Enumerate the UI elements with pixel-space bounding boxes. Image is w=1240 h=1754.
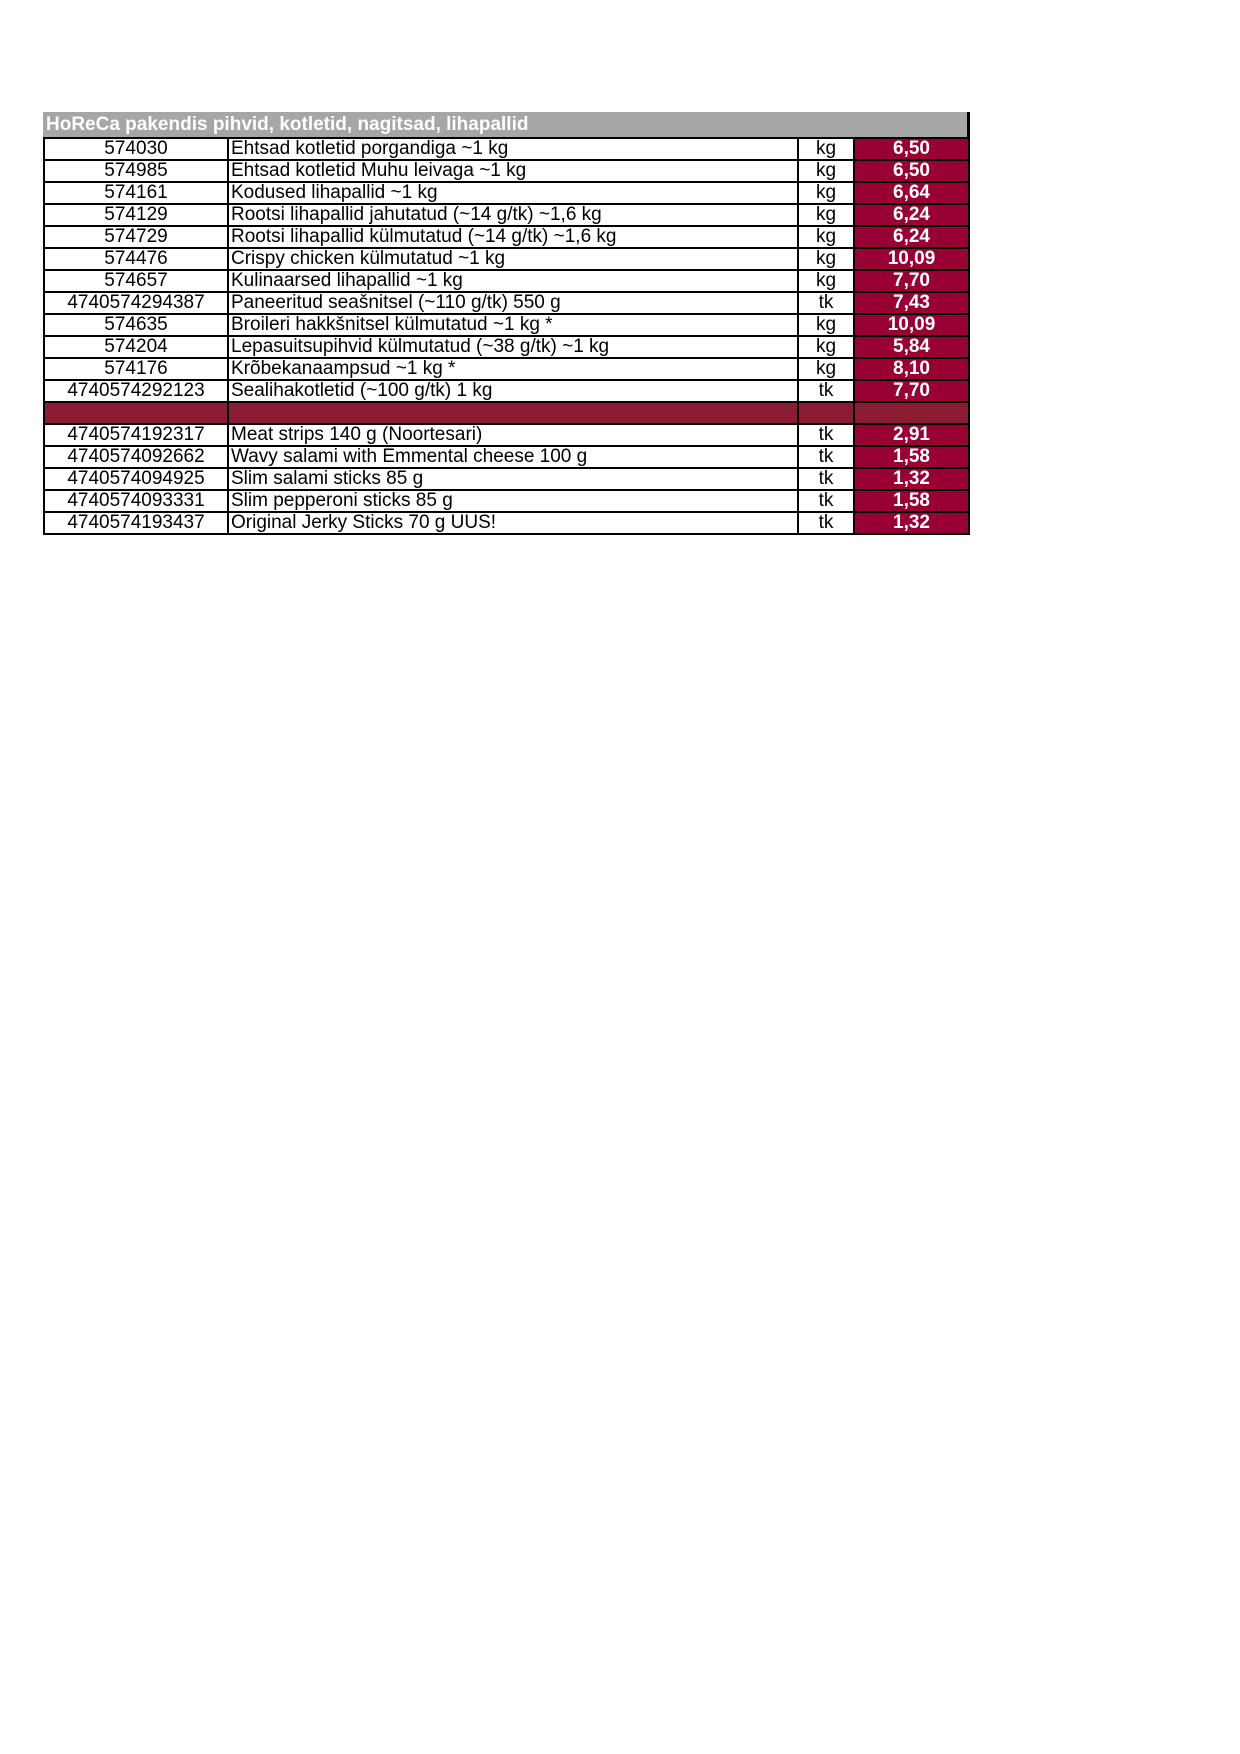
product-unit: kg [798, 358, 854, 380]
product-price: 2,91 [854, 424, 969, 446]
product-price: 1,58 [854, 446, 969, 468]
product-unit: kg [798, 204, 854, 226]
product-price: 1,58 [854, 490, 969, 512]
table-row [44, 468, 969, 490]
product-code: 4740574094925 [44, 468, 228, 490]
product-name: Sealihakotletid (~100 g/tk) 1 kg [228, 380, 798, 402]
product-name: Crispy chicken külmutatud ~1 kg [228, 248, 798, 270]
product-name: Broileri hakkšnitsel külmutatud ~1 kg * [228, 314, 798, 336]
product-name: Ehtsad kotletid Muhu leivaga ~1 kg [228, 160, 798, 182]
product-code: 574729 [44, 226, 228, 248]
table-row [44, 314, 969, 336]
product-code: 574985 [44, 160, 228, 182]
table-row [44, 358, 969, 380]
product-name: Kodused lihapallid ~1 kg [228, 182, 798, 204]
product-name: Wavy salami with Emmental cheese 100 g [228, 446, 798, 468]
table-row [44, 204, 969, 226]
product-name: Original Jerky Sticks 70 g UUS! [228, 512, 798, 534]
table-row [44, 270, 969, 292]
table-row [44, 380, 969, 402]
product-price: 7,70 [854, 380, 969, 402]
product-code: 574204 [44, 336, 228, 358]
separator-row [44, 402, 969, 424]
table-row [44, 292, 969, 314]
product-price: 10,09 [854, 248, 969, 270]
product-unit: tk [798, 292, 854, 314]
product-unit: tk [798, 424, 854, 446]
product-unit: kg [798, 182, 854, 204]
table-row [44, 446, 969, 468]
product-name: Rootsi lihapallid külmutatud (~14 g/tk) ~1,6 kg [228, 226, 798, 248]
product-price: 6,24 [854, 226, 969, 248]
table-row [44, 512, 969, 534]
product-name: Slim salami sticks 85 g [228, 468, 798, 490]
product-price: 6,50 [854, 138, 969, 160]
product-code: 4740574092662 [44, 446, 228, 468]
product-price: 6,24 [854, 204, 969, 226]
product-price: 1,32 [854, 468, 969, 490]
separator-cell [854, 402, 969, 424]
product-unit: tk [798, 512, 854, 534]
product-unit: tk [798, 446, 854, 468]
product-unit: kg [798, 248, 854, 270]
table-row [44, 226, 969, 248]
product-code: 574030 [44, 138, 228, 160]
product-unit: tk [798, 468, 854, 490]
product-unit: kg [798, 314, 854, 336]
separator-cell [228, 402, 798, 424]
table-row [44, 182, 969, 204]
product-price: 10,09 [854, 314, 969, 336]
table-row [44, 424, 969, 446]
table-row [44, 248, 969, 270]
snack-product-rows [44, 424, 969, 534]
product-unit: kg [798, 226, 854, 248]
product-price: 7,70 [854, 270, 969, 292]
product-code: 4740574294387 [44, 292, 228, 314]
product-code: 574635 [44, 314, 228, 336]
separator-section [44, 402, 969, 424]
separator-cell [44, 402, 228, 424]
section-title: HoReCa pakendis pihvid, kotletid, nagitsad, lihapallid [43, 112, 970, 137]
product-name: Meat strips 140 g (Noortesari) [228, 424, 798, 446]
product-code: 574476 [44, 248, 228, 270]
product-code: 4740574192317 [44, 424, 228, 446]
price-list-sheet [43, 112, 970, 535]
price-table [43, 137, 970, 535]
separator-cell [798, 402, 854, 424]
product-unit: kg [798, 270, 854, 292]
product-price: 7,43 [854, 292, 969, 314]
product-name: Rootsi lihapallid jahutatud (~14 g/tk) ~1,6 kg [228, 204, 798, 226]
product-unit: kg [798, 336, 854, 358]
product-code: 4740574292123 [44, 380, 228, 402]
product-code: 574129 [44, 204, 228, 226]
product-code: 574657 [44, 270, 228, 292]
product-name: Lepasuitsupihvid külmutatud (~38 g/tk) ~1 kg [228, 336, 798, 358]
product-price: 6,50 [854, 160, 969, 182]
product-name: Slim pepperoni sticks 85 g [228, 490, 798, 512]
product-unit: tk [798, 490, 854, 512]
product-code: 574176 [44, 358, 228, 380]
product-price: 6,64 [854, 182, 969, 204]
table-row [44, 490, 969, 512]
product-name: Krõbekanaampsud ~1 kg * [228, 358, 798, 380]
product-code: 4740574093331 [44, 490, 228, 512]
product-price: 8,10 [854, 358, 969, 380]
product-price: 5,84 [854, 336, 969, 358]
product-name: Kulinaarsed lihapallid ~1 kg [228, 270, 798, 292]
product-code: 574161 [44, 182, 228, 204]
table-row [44, 138, 969, 160]
main-product-rows [44, 138, 969, 402]
product-unit: tk [798, 380, 854, 402]
table-row [44, 336, 969, 358]
product-name: Paneeritud seašnitsel (~110 g/tk) 550 g [228, 292, 798, 314]
product-price: 1,32 [854, 512, 969, 534]
product-unit: kg [798, 138, 854, 160]
table-row [44, 160, 969, 182]
product-name: Ehtsad kotletid porgandiga ~1 kg [228, 138, 798, 160]
product-code: 4740574193437 [44, 512, 228, 534]
product-unit: kg [798, 160, 854, 182]
